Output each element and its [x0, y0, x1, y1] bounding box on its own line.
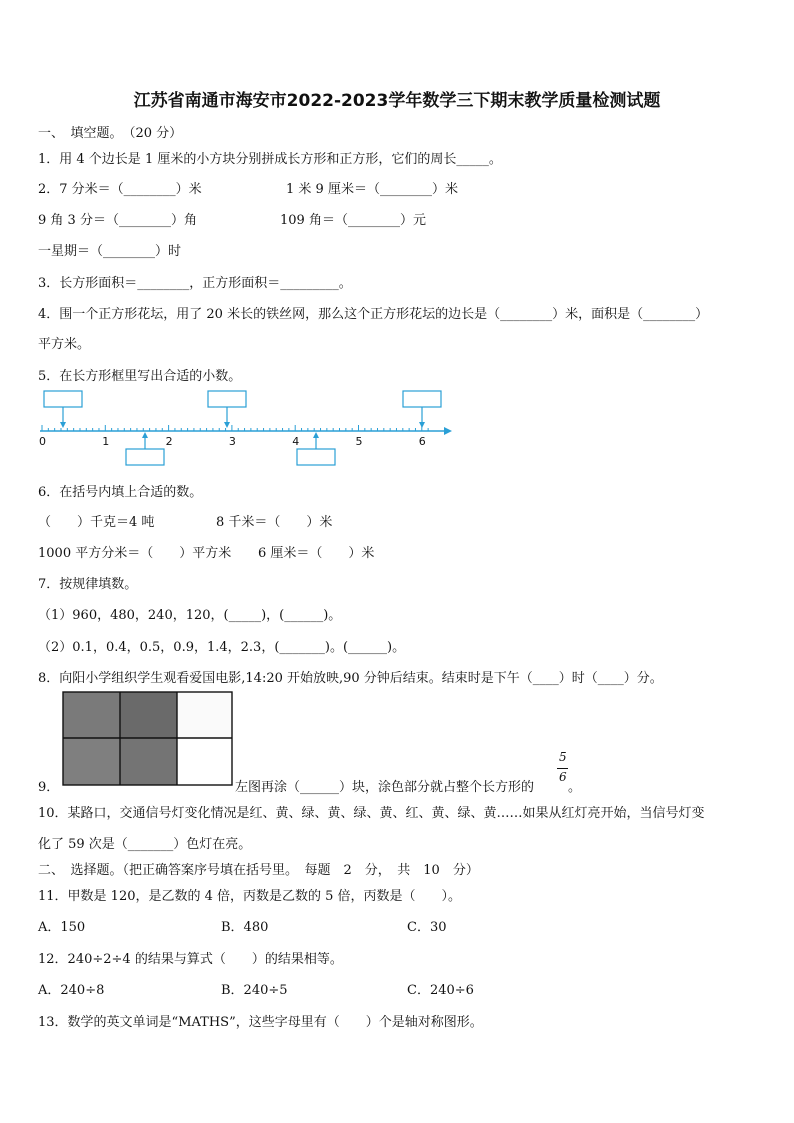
- question-7-part2: （2）0.1，0.4，0.5，0.9，1.4，2.3，(_______)。(______)。: [38, 640, 406, 655]
- question-2c: 9 角 3 分＝（________）角: [38, 213, 197, 228]
- question-12-option-b: B．240÷5: [221, 983, 288, 998]
- question-4-line2: 平方米。: [38, 337, 91, 352]
- question-6c: 1000 平方分米＝（ ）平方米: [38, 546, 232, 561]
- question-2e: 一星期＝（________）时: [38, 244, 182, 259]
- section-heading-fill-blank: 一、 填空题。 （20 分）: [38, 126, 183, 141]
- question-9-number: 9．: [38, 780, 60, 795]
- question-1: 1．用 4 个边长是 1 厘米的小方块分别拼成长方形和正方形，它们的周长_____。: [38, 152, 502, 167]
- tick-label: 2: [165, 435, 173, 448]
- page-title: 江苏省南通市海安市2022-2023学年数学三下期末教学质量检测试题: [133, 91, 661, 111]
- question-9-end: 。: [568, 780, 582, 795]
- question-11-option-b: B．480: [221, 920, 269, 935]
- tick-label: 0: [39, 435, 46, 448]
- tick-label: 6: [418, 435, 426, 448]
- question-6a: （ ）千克＝4 吨: [38, 515, 155, 530]
- question-2a: 2．7 分米＝（________）米: [38, 182, 202, 197]
- tick-label: 5: [355, 435, 363, 448]
- rectangle-grid-figure: [62, 691, 234, 787]
- question-6: 6．在括号内填上合适的数。: [38, 485, 203, 500]
- question-10-line2: 化了 59 次是（_______）色灯在亮。: [38, 837, 252, 852]
- section-heading-choice: 二、 选择题。（把正确答案序号填在括号里。 每题 2 分， 共 10 分）: [38, 863, 479, 878]
- tick-label: 3: [228, 435, 236, 448]
- tick-label: 1: [102, 435, 110, 448]
- question-5: 5．在长方形框里写出合适的小数。: [38, 369, 242, 384]
- question-2b: 1 米 9 厘米＝（________）米: [286, 182, 458, 197]
- question-11-option-c: C．30: [407, 920, 447, 935]
- question-6d: 6 厘米＝（ ）米: [258, 546, 375, 561]
- fraction-bar: [557, 768, 568, 769]
- question-8: 8．向阳小学组织学生观看爱国电影,14:20 开始放映,90 分钟后结束。结束时是下午（____）时（____）分。: [38, 671, 663, 686]
- question-7: 7．按规律填数。: [38, 577, 138, 592]
- question-13: 13．数学的英文单词是“MATHS”，这些字母里有（ ）个是轴对称图形。: [38, 1015, 483, 1030]
- tick-label: 4: [292, 435, 300, 448]
- question-3: 3．长方形面积＝________，正方形面积＝_________。: [38, 276, 352, 291]
- question-4-line1: 4．围一个正方形花坛，用了 20 米长的铁丝网，那么这个正方形花坛的边长是（________）米，面积是（________）: [38, 307, 709, 322]
- answer-box-top-2: [208, 391, 246, 407]
- answer-box-bottom-2: [297, 449, 335, 465]
- fraction-numerator: 5: [559, 750, 567, 764]
- question-12: 12．240÷2÷4 的结果与算式（ ）的结果相等。: [38, 952, 343, 967]
- question-6b: 8 千米＝（ ）米: [216, 515, 333, 530]
- question-2d: 109 角＝（________）元: [280, 213, 426, 228]
- number-line-diagram: [0, 385, 794, 475]
- question-12-option-a: A．240÷8: [38, 983, 105, 998]
- answer-box-bottom-1: [126, 449, 164, 465]
- question-10-line1: 10．某路口，交通信号灯变化情况是红、黄、绿、黄、绿、黄、红、黄、绿、黄……如果从红灯亮开始，当信号灯变: [38, 806, 705, 821]
- answer-box-top-3: [403, 391, 441, 407]
- question-9-text: 左图再涂（______）块，涂色部分就占整个长方形的: [235, 780, 535, 795]
- answer-box-top-1: [44, 391, 82, 407]
- question-12-option-c: C．240÷6: [407, 983, 474, 998]
- question-11: 11．甲数是 120，是乙数的 4 倍，丙数是乙数的 5 倍，丙数是（ ）。: [38, 889, 462, 904]
- fraction-denominator: 6: [559, 770, 567, 784]
- question-11-option-a: A．150: [38, 920, 86, 935]
- question-7-part1: （1）960，480，240，120，(_____)，(______)。: [38, 608, 342, 623]
